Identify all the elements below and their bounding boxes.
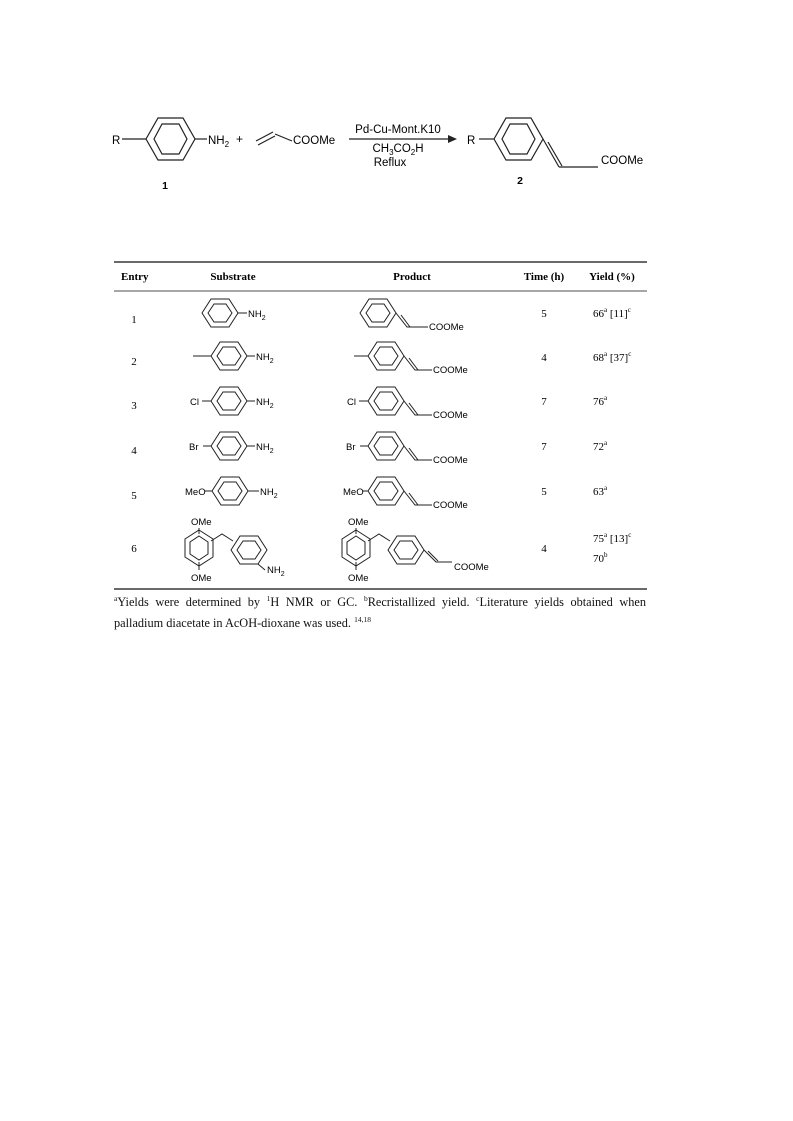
header-entry: Entry (121, 271, 149, 283)
temperature-label: Reflux (373, 157, 407, 169)
ester-group: COOMe (433, 365, 468, 376)
amine-group: $NH_2$ (256, 397, 274, 410)
ester-group: COOMe (433, 455, 468, 466)
row-yield: 76$^a$ (593, 394, 608, 408)
row-yield: 72$^a$ (593, 439, 608, 453)
product-structure (343, 477, 468, 511)
substrate-substituent: OMe (191, 517, 212, 528)
results-table (0, 250, 793, 590)
reaction-scheme (0, 0, 793, 210)
plus-sign: + (236, 132, 244, 146)
row-entry: 4 (131, 445, 137, 457)
substrate-structure (185, 477, 278, 505)
table-footnote (114, 592, 646, 634)
row-entry: 3 (131, 400, 137, 412)
product-substituent: MeO (343, 487, 364, 498)
product-substituent: OMe (348, 517, 369, 528)
footnote-mark-a: a (114, 594, 118, 603)
footnote-text-c: Literature yields obtained when palladium diacetate in AcOH-dioxane was used. (114, 595, 647, 630)
row-time: 4 (541, 352, 547, 364)
ester-group: COOMe (433, 500, 468, 511)
product-structure (360, 299, 464, 333)
substrate-structure (190, 387, 274, 415)
product-substituent-lower: OMe (348, 573, 369, 584)
header-substrate: Substrate (210, 271, 256, 283)
row-time: 5 (541, 486, 547, 498)
amine-group: $NH_2$ (248, 309, 266, 322)
substrate-structure (202, 299, 266, 327)
row-entry: 1 (131, 314, 137, 326)
nmr-superscript: 1 (266, 594, 271, 603)
footnote-text-b: Recristallized yield. (367, 595, 477, 609)
header-time: Time (h) (523, 271, 565, 283)
reactant-amine-label: $NH_2$ (208, 135, 230, 149)
substrate-substituent-lower: OMe (191, 573, 212, 584)
substrate-substituent: MeO (185, 487, 206, 498)
row-time: 5 (541, 308, 547, 320)
product-substituent: Br (346, 442, 356, 453)
substrate-structure (193, 342, 274, 370)
substrate-structure (189, 432, 274, 460)
product-structure (347, 387, 468, 421)
ester-group: COOMe (454, 562, 489, 573)
product-ester-label: COOMe (601, 155, 644, 167)
row-yield: 68$^a$ $[37]^c$ (593, 350, 632, 364)
product-structure (354, 342, 468, 376)
substrate-substituent: Cl (190, 397, 199, 408)
acrylate-ester-label: COOMe (293, 135, 336, 147)
row-yield: 66$^a$ $[11]^c$ (593, 306, 631, 320)
product-substituent: Cl (347, 397, 356, 408)
row-time: 7 (541, 396, 547, 408)
reactant-compound-number: 1 (162, 180, 168, 192)
product-compound-number: 2 (517, 175, 523, 187)
row-time: 7 (541, 441, 547, 453)
amine-group: $NH_2$ (256, 442, 274, 455)
row-entry: 6 (131, 543, 137, 555)
substrate-substituent: Br (189, 442, 199, 453)
table-row (131, 432, 608, 466)
footnote-text-nmr: H NMR or GC. (270, 595, 364, 609)
ester-group: COOMe (433, 410, 468, 421)
substrate-structure (185, 517, 285, 584)
amine-group: $NH_2$ (256, 352, 274, 365)
table-row (131, 477, 608, 511)
header-yield: Yield (%) (589, 271, 635, 283)
table-row (131, 517, 631, 584)
catalyst-label: Pd-Cu-Mont.K10 (355, 124, 441, 136)
amine-group: $NH_2$ (267, 565, 285, 578)
row-yield: 75$^a$ $[13]^c$ (593, 531, 632, 545)
header-product: Product (393, 271, 431, 283)
ester-group: COOMe (429, 322, 464, 333)
table-row (131, 342, 631, 376)
product-structure (342, 517, 489, 584)
row-time: 4 (541, 543, 547, 555)
footnote-references: 14,18 (354, 615, 371, 624)
reactant-substituent: R (112, 135, 121, 147)
row-entry: 2 (131, 356, 137, 368)
solvent-label: $CH_3CO_2H$ (372, 143, 424, 157)
footnote-mark-c: c (476, 594, 480, 603)
footnote-text-a: Yields were determined by (117, 595, 267, 609)
product-structure (346, 432, 468, 466)
table-row (131, 387, 608, 421)
row-yield: 63$^a$ (593, 484, 608, 498)
row-yield-recrystallized: 70$^b$ (593, 551, 608, 565)
row-entry: 5 (131, 490, 137, 502)
footnote-mark-b: b (363, 594, 368, 603)
amine-group: $NH_2$ (260, 487, 278, 500)
product-substituent: R (467, 135, 476, 147)
table-row (131, 299, 631, 333)
